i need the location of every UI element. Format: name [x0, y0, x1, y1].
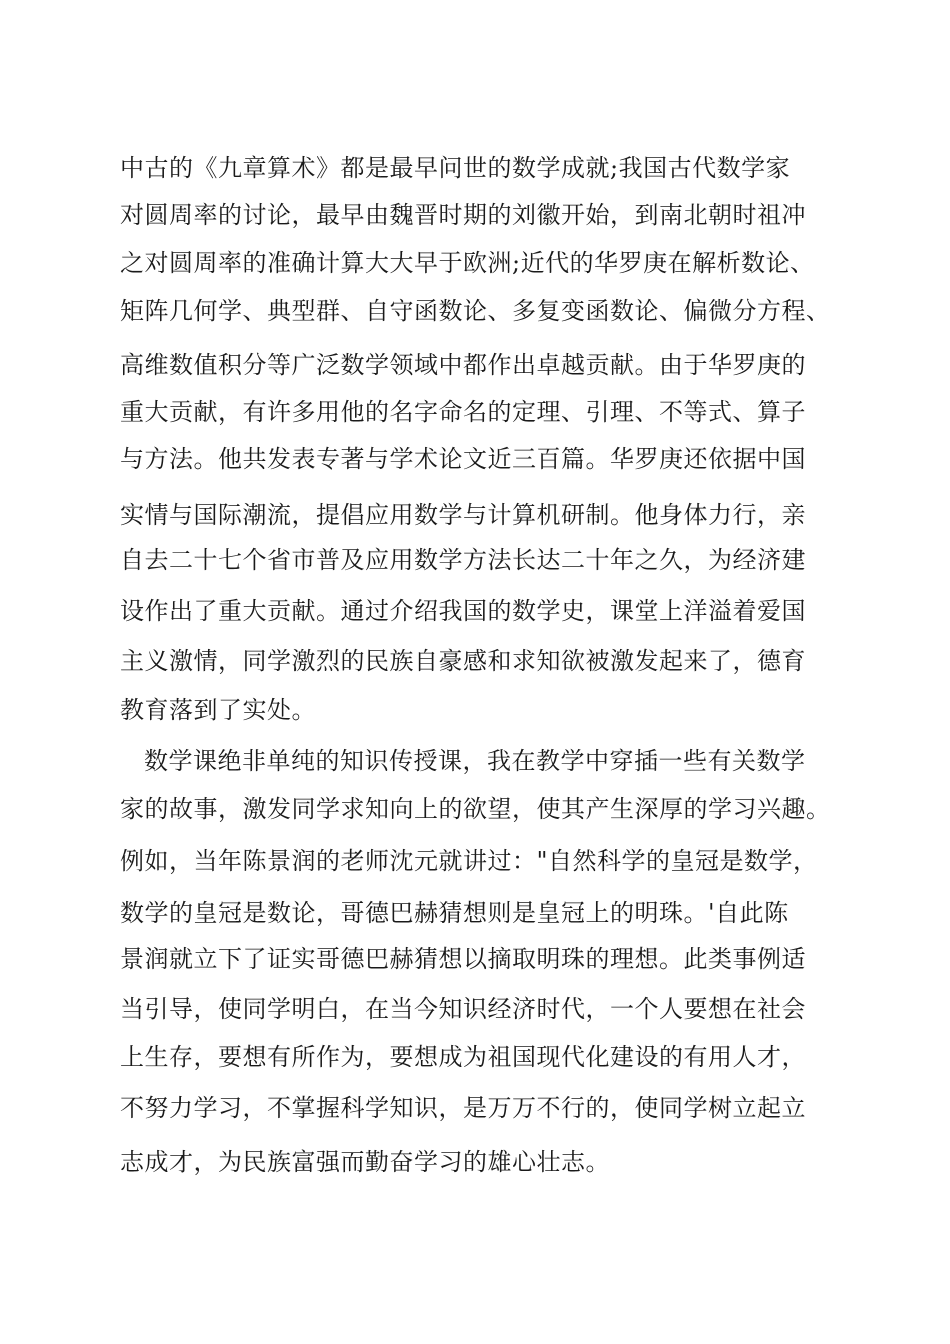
text-line: 数学课绝非单纯的知识传授课，我在教学中穿插一些有关数学: [144, 747, 806, 775]
text-line: 主义激情，同学激烈的民族自豪感和求知欲被激发起来了，德育: [120, 647, 806, 675]
text-line: 与方法。他共发表专著与学术论文近三百篇。华罗庚还依据中国: [120, 445, 806, 473]
text-line: 重大贡献，有许多用他的名字命名的定理、引理、不等式、算子: [120, 398, 806, 426]
text-line: 矩阵几何学、典型群、自守函数论、多复变函数论、偏微分方程、: [120, 297, 831, 325]
text-line: 数学的皇冠是数论，哥德巴赫猜想则是皇冠上的明珠。'自此陈: [120, 899, 789, 927]
text-line: 之对圆周率的准确计算大大早于欧洲;近代的华罗庚在解析数论、: [120, 249, 815, 277]
text-line: 上生存，要想有所作为，要想成为祖国现代化建设的有用人才，: [120, 1043, 806, 1071]
text-line: 景润就立下了证实哥德巴赫猜想以摘取明珠的理想。此类事例适: [120, 945, 806, 973]
text-line: 教育落到了实处。: [120, 696, 316, 724]
text-line: 中古的《九章算术》都是最早问世的数学成就;我国古代数学家: [120, 154, 791, 182]
text-line: 实情与国际潮流，提倡应用数学与计算机研制。他身体力行，亲: [120, 501, 806, 529]
text-line: 自去二十七个省市普及应用数学方法长达二十年之久，为经济建: [120, 546, 806, 574]
text-line: 对圆周率的讨论，最早由魏晋时期的刘徽开始，到南北朝时祖冲: [120, 201, 806, 229]
text-line: 不努力学习，不掌握科学知识，是万万不行的，使同学树立起立: [120, 1094, 806, 1122]
text-line: 例如，当年陈景润的老师沈元就讲过："自然科学的皇冠是数学，: [120, 847, 818, 875]
text-line: 当引导，使同学明白，在当今知识经济时代，一个人要想在社会: [120, 995, 806, 1023]
text-line: 高维数值积分等广泛数学领域中都作出卓越贡献。由于华罗庚的: [120, 351, 806, 379]
text-line: 志成才，为民族富强而勤奋学习的雄心壮志。: [120, 1148, 610, 1176]
text-line: 设作出了重大贡献。通过介绍我国的数学史，课堂上洋溢着爱国: [120, 597, 806, 625]
text-line: 家的故事，激发同学求知向上的欲望，使其产生深厚的学习兴趣。: [120, 795, 831, 823]
